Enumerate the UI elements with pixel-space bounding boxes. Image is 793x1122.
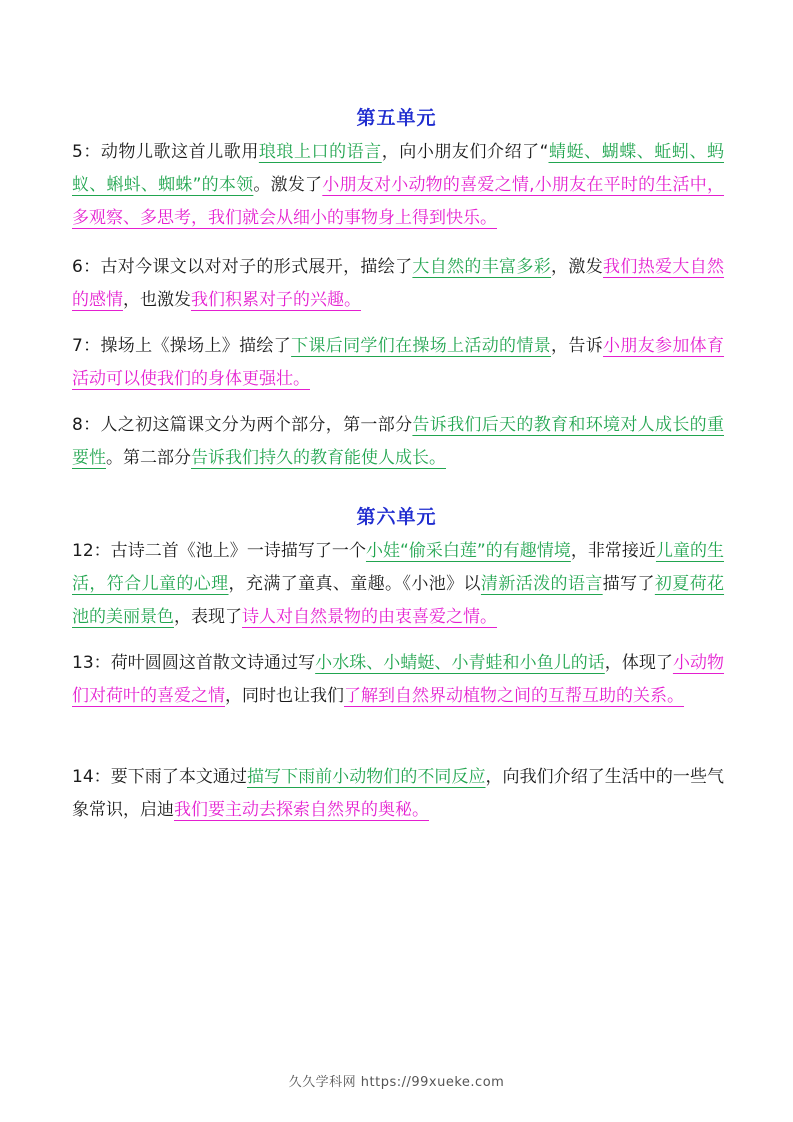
highlighted-answer-text: 小动物们对荷叶的喜爱之情 bbox=[72, 653, 725, 706]
highlighted-answer-text: 描写下雨前小动物们的不同反应 bbox=[247, 767, 486, 787]
paragraph-text: 。激发了 bbox=[253, 175, 323, 195]
highlighted-answer-text: 蜻蜓、蝴蝶、蚯蚓、蚂蚁、蝌蚪、蜘蛛”的本领 bbox=[72, 142, 725, 195]
paragraph-text: ，告诉 bbox=[551, 336, 604, 356]
highlighted-answer-text: 清新活泼的语言 bbox=[480, 574, 603, 594]
paragraph-text: ，同时也让我们 bbox=[225, 686, 344, 706]
paragraph-text: 12：古诗二首《池上》一诗描写了一个 bbox=[72, 541, 366, 561]
paragraph-text: ，体现了 bbox=[604, 653, 673, 673]
highlighted-answer-text: 我们要主动去探索自然界的奥秘。 bbox=[174, 800, 429, 820]
highlighted-answer-text: 了解到自然界动植物之间的互帮互助的关系。 bbox=[344, 686, 684, 706]
paragraph-text: ，充满了童真、童趣。《小池》以 bbox=[228, 574, 481, 594]
highlighted-answer-text: 告诉我们持久的教育能使人成长。 bbox=[191, 448, 446, 468]
paragraph-text: 13：荷叶圆圆这首散文诗通过写 bbox=[72, 653, 316, 673]
paragraph-text: ，向小朋友们介绍了“ bbox=[381, 142, 549, 162]
paragraph-text: 5：动物儿歌这首儿歌用 bbox=[72, 142, 259, 162]
highlighted-answer-text: 小朋友参加体育活动可以使我们的身体更强壮。 bbox=[72, 336, 725, 389]
highlighted-answer-text: 告诉我们后天的教育和环境对人成长的重要性 bbox=[72, 415, 724, 468]
highlighted-answer-text: 小水珠、小蜻蜓、小青蛙和小鱼儿的话 bbox=[315, 653, 605, 673]
highlighted-answer-text: 小娃“偷采白莲”的有趣情境 bbox=[365, 541, 571, 561]
highlighted-answer-text: 大自然的丰富多彩 bbox=[412, 257, 552, 277]
highlighted-answer-text: 我们积累对子的兴趣。 bbox=[191, 290, 361, 310]
highlighted-answer-text: 下课后同学们在操场上活动的情景 bbox=[291, 336, 552, 356]
paragraph-text: ，也激发 bbox=[123, 290, 191, 310]
paragraph-text: ，表现了 bbox=[174, 607, 242, 627]
paragraph-text: 。第二部分 bbox=[106, 448, 191, 468]
highlighted-answer-text: 琅琅上口的语言 bbox=[258, 142, 382, 162]
page-footer-watermark: 久久学科网 https://99xueke.com bbox=[288, 1075, 505, 1090]
paragraph-item-6 bbox=[72, 251, 724, 317]
highlighted-answer-text: 诗人对自然景物的由衷喜爱之情。 bbox=[242, 607, 497, 627]
paragraph-item-12 bbox=[72, 535, 724, 634]
highlighted-answer-text: 儿童的生活，符合儿童的心理 bbox=[72, 541, 725, 594]
paragraph-text: ，向我们介绍了生活中的一些气象常识，启迪 bbox=[72, 767, 724, 820]
highlighted-answer-text: 初夏荷花池的美丽景色 bbox=[72, 574, 725, 627]
paragraph-text: ，非常接近 bbox=[570, 541, 656, 561]
paragraph-item-8 bbox=[72, 409, 724, 475]
paragraph-item-13 bbox=[72, 647, 724, 713]
paragraph-item-5 bbox=[72, 136, 724, 235]
paragraph-text: 8：人之初这篇课文分为两个部分，第一部分 bbox=[72, 415, 413, 435]
paragraph-text: 14：要下雨了本文通过 bbox=[72, 767, 247, 787]
paragraph-text: 7：操场上《操场上》描绘了 bbox=[72, 336, 292, 356]
highlighted-answer-text: 小朋友对小动物的喜爱之情,小朋友在平时的生活中，多观察、多思考，我们就会从细小的事物身上得到快乐。 bbox=[72, 175, 725, 228]
paragraph-item-14 bbox=[72, 761, 724, 827]
section-title-unit-5: 第五单元 bbox=[356, 107, 437, 129]
section-title-unit-6: 第六单元 bbox=[356, 506, 437, 528]
paragraph-item-7 bbox=[72, 330, 724, 396]
paragraph-text: ，激发 bbox=[551, 257, 604, 277]
paragraph-text: 描写了 bbox=[602, 574, 655, 594]
highlighted-answer-text: 我们热爱大自然的感情 bbox=[72, 257, 725, 310]
paragraph-text: 6：古对今课文以对对子的形式展开，描绘了 bbox=[72, 257, 413, 277]
